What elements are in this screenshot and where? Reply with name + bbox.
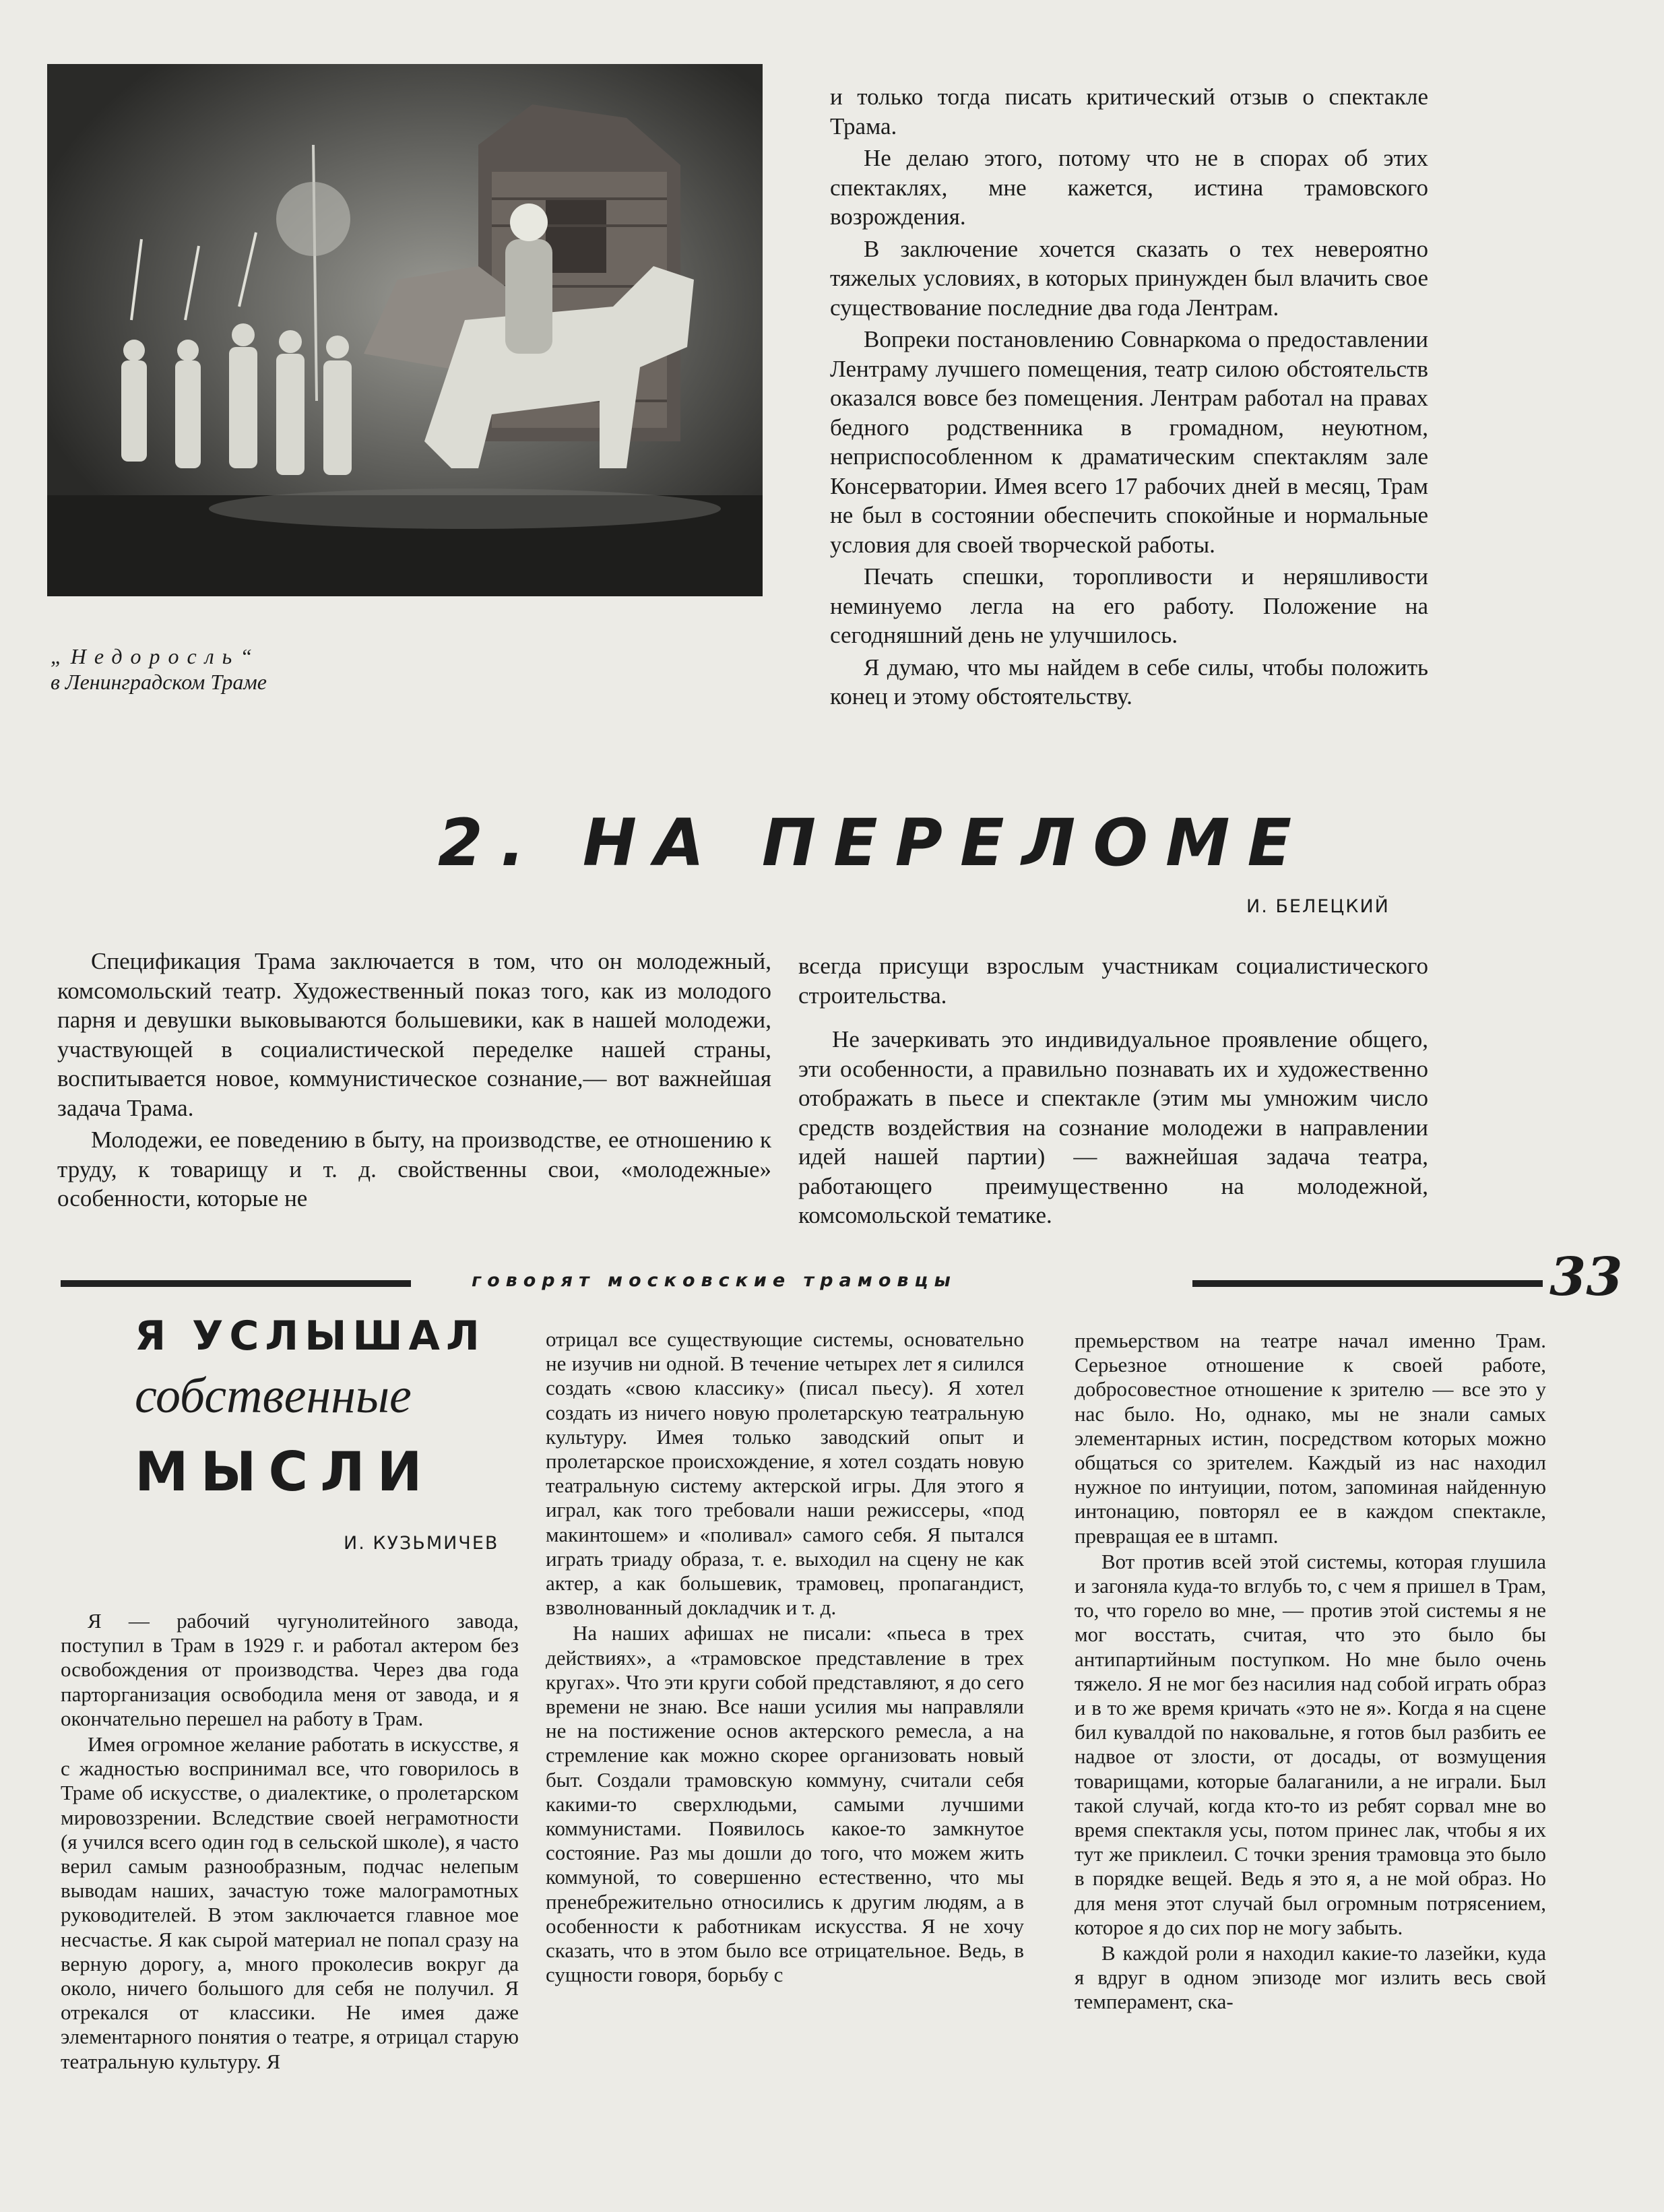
paragraph: Я думаю, что мы найдем в себе силы, чтобы положить конец и этому обстоятельству. (830, 654, 1428, 709)
paragraph: и только тогда писать критический отзыв о спектакле Трама. (830, 84, 1428, 139)
paragraph: Вопреки постановлению Совнаркома о предоставлении Лентраму лучшего помещения, театр силою обстоятельств оказался вовсе без помещения. Лентрам работал на правах бедного родственника в громадном, неуютном, неприспособленном к драматическим спектаклям зале Консерватории. Имея всего 17 рабочих дней в месяц, Трам не был в состоянии обеспечить спокойные и нормальные условия для своей творческой работы. (830, 326, 1428, 558)
paragraph: Я — рабочий чугунолитейного завода, поступил в Трам в 1929 г. и работал актером без освобождения от производства. Через два года парторганизация освободила меня от завода, и я окончательно перешел на работу в Трам. (61, 1609, 519, 1730)
paragraph: В заключение хочется сказать о тех невероятно тяжелых условиях, в которых принужден был влачить свое существование последние два года Лентрам. (830, 235, 1428, 321)
paragraph: В каждой роли я находил какие-то лазейки, куда я вдруг в одном эпизоде мог излить весь свой темперамент, ска- (1075, 1941, 1546, 2014)
article2-right-column (798, 951, 1428, 1233)
paragraph: Спецификация Трама заключается в том, что он молодежный, комсомольский театр. Художественный показ того, как из молодого парня и девушки выковываются большевики, как в нашей молодежи, участвующей в социалистической переделке нашей страны, воспитывается новое, коммунистическое сознание,— вот важнейшая задача Трама. (57, 948, 771, 1121)
paragraph: Вот против всей этой системы, которая глушила и загоняла куда-то вглубь то, с чем я пришел в Трам, то, что горело во мне, — против этой системы я не мог восстать, считая, что это было бы антипартийным поступком. Но мне было очень тяжело. Я не мог без насилия над собой играть образ и в то же время кричать «это не я». Когда я на сцене бил кувалдой по наковальне, я готов был разбить ее надвое от злости, от досады, от возмущения товарищами, которые балаганили, а не играли. Был такой случай, когда кто-то из ребят сорвал мне во время спектакля усы, потом принес лак, чтобы я их тут же приклеил. С точки зрения трамовца это было в порядке вещей. Ведь я это я, а не мой образ. Но для меня этот случай был огромным потрясением, которое я до сих пор не могу забыть. (1075, 1549, 1546, 1939)
paragraph: На наших афишах не писали: «пьеса в трех действиях», а «трамовское представление в трех кругах». Что эти круги собой представляют, я до сего времени не знаю. Все наши усилия мы направляли не на постижение основ актерского ремесла, а на стремление как можно скорее организовать новый быт. Создали трамовскую коммуну, считали себя какими-то сверхлюдьми, самыми лучшими коммунистами. Появилось какое-то замкнутое состояние. Раз мы дошли до того, что можем жить коммуной, то совершенно естественно, что мы пренебрежительно относились к другим людям, а в особенности к работникам искусства. Я не хочу сказать, что в этом было все отрицательное. Ведь, в сущности говоря, борьбу с (546, 1621, 1024, 1987)
article3-title-line3: МЫСЛИ (135, 1441, 435, 1503)
caption-place: в Ленинградском Траме (51, 670, 267, 694)
article3-author: И. КУЗЬМИЧЕВ (344, 1533, 499, 1554)
article2-left-column (57, 947, 771, 1216)
paragraph: Не зачеркивать это индивидуальное проявление общего, эти особенности, а правильно познавать их и художественно отображать в пьесе и спектакле (этим мы умножим число средств воздействия на сознание молодежи в направлении идей нашей партии) — важнейшая задача театра, работающего преимущественно на молодежной, комсомольской тематике. (798, 1026, 1428, 1228)
article3-column2 (546, 1327, 1024, 1988)
running-head: говорят московские трамовцы (472, 1270, 957, 1291)
runner-rule-right (1192, 1280, 1543, 1287)
top-right-column (830, 82, 1428, 714)
theater-scene-illustration (47, 64, 763, 596)
runner-rule-left (61, 1280, 411, 1287)
article3-column3 (1075, 1329, 1546, 2016)
paragraph: отрицал все существующие системы, основательно не изучив ни одной. В течение четырех лет я силился создать «свою классику» (писал пьесу). Я хотел создать из ничего новую пролетарскую театральную культуру. Имея только заводский опыт и пролетарское происхождение, я хотел создать новую театральную систему актерской игры. Для этого я играл, как того требовали наши режиссеры, «под макинтошем» и «поливал» самого себя. Я пытался играть триаду образа, т. е. выходил на сцену не как актер, а как большевик, трамовец, пропагандист, взволнованный докладчик и т. д. (546, 1327, 1024, 1620)
caption-title: „Недоросль“ (51, 644, 261, 668)
page-number: 33 (1549, 1246, 1623, 1308)
paragraph: премьерством на театре начал именно Трам. Серьезное отношение к своей работе, добросовестное отношение к зрителю — все это у нас было. Но, однако, мы не знали самых элементарных истин, посредством которых можно общаться со зрителем. Каждый из нас находил нужное по интуиции, потом, запоминая найденную интонацию, повторял ее в каждом спектакле, превращая ее в штамп. (1075, 1329, 1546, 1548)
article3-title-line2: собственные (135, 1368, 412, 1424)
paragraph: Молодежи, ее поведению в быту, на производстве, ее отношению к труду, к товарищу и т. д. свойственны свои, «молодежные» особенности, которые не (57, 1127, 771, 1211)
photo-caption (51, 643, 455, 695)
theater-photo (47, 64, 763, 596)
article-author: И. БЕЛЕЦКИЙ (1246, 896, 1390, 917)
paragraph: всегда присущи взрослым участникам социалистического строительства. (798, 953, 1428, 1009)
article3-title-line1: Я УСЛЫШАЛ (135, 1313, 486, 1360)
paragraph: Не делаю этого, потому что не в спорах об этих спектаклях, мне кажется, истина трамовского возрождения. (830, 145, 1428, 230)
paragraph: Печать спешки, торопливости и неряшливости неминуемо легла на его работу. Положение на сегодняшний день не улучшилось. (830, 563, 1428, 648)
paragraph: Имея огромное желание работать в искусстве, я с жадностью воспринимал все, что говорилось в Траме об искусстве, о диалектике, о пролетарском мировоззрении. Вследствие своей неграмотности (я учился всего один год в сельской школе), я часто верил самым разнообразным, подчас нелепым выводам наших, зачастую тоже малограмотных руководителей. В этом заключается главное мое несчастье. Я как сырой материал не попал сразу на верную дорогу, а, много проколесив вокруг да около, ничего большого для себя не получил. Я отрекался от классики. Не имея даже элементарного понятия о театре, я отрицал старую театральную культуру. Я (61, 1732, 519, 2073)
article3-column1 (61, 1609, 519, 2075)
article-headline: 2. НА ПЕРЕЛОМЕ (438, 805, 1310, 881)
